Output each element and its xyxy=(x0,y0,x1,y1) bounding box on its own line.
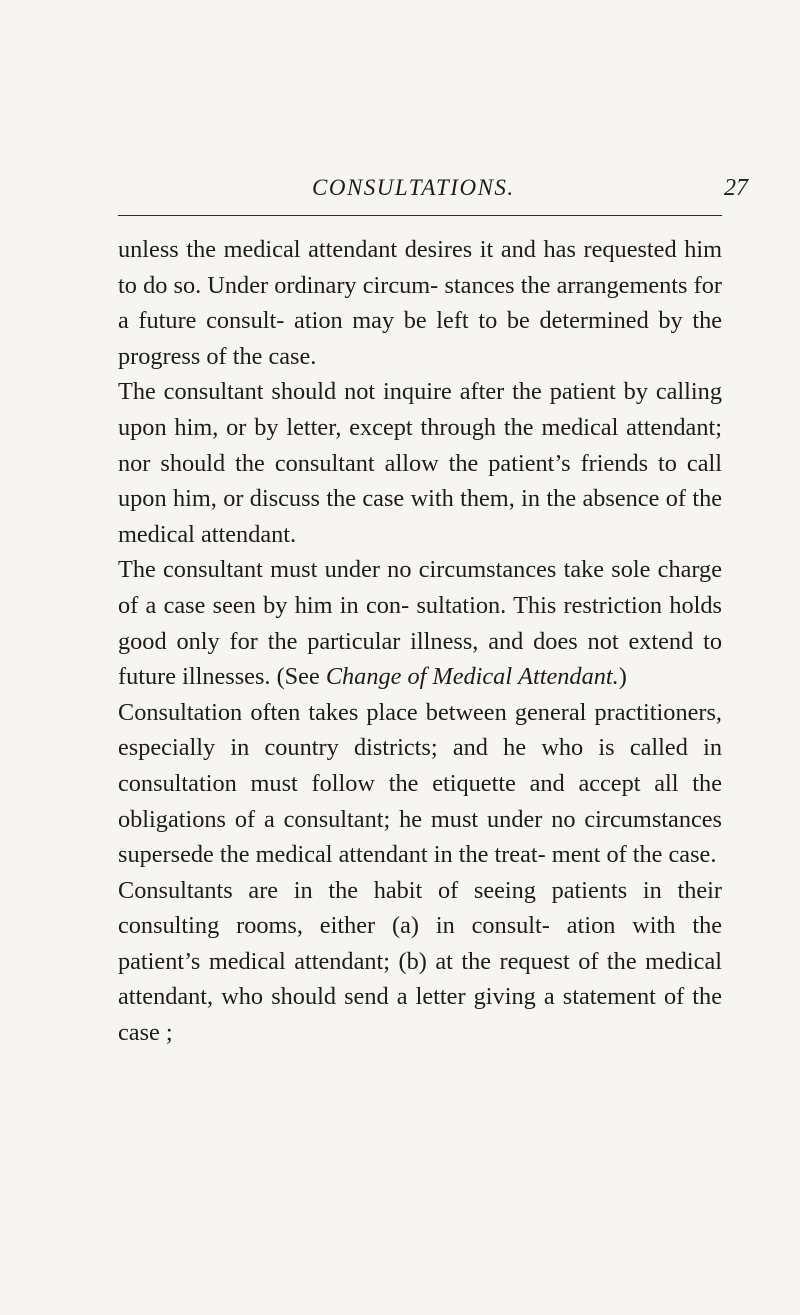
text-line: the particular illness, and does not extend to xyxy=(267,627,722,655)
text-line: and he who is called in consultation must follow xyxy=(118,734,722,797)
text-line: Consultation often takes place between general xyxy=(118,698,587,726)
text-line: ation with the patient’s medical attendant; xyxy=(118,912,723,975)
text-line: ation may be left to be determined by the progress xyxy=(118,307,723,370)
paragraph-5 xyxy=(118,873,722,1051)
closing-paren: ) xyxy=(618,663,627,691)
paragraph-3 xyxy=(118,552,722,694)
text-line: take sole charge of a case seen by him in con- xyxy=(118,556,722,619)
text-line: call upon him, or discuss the case with them, xyxy=(118,449,722,513)
text-line: the etiquette and accept all the obligations of xyxy=(118,769,722,833)
text-line: practitioners, especially in country districts; xyxy=(118,698,723,762)
body-text xyxy=(118,232,722,1051)
text-line: Consultants are in the habit of seeing patients xyxy=(118,876,628,904)
text-line: The consultant should not inquire after the xyxy=(118,378,542,406)
cross-reference-continued: Attendant. xyxy=(518,663,619,691)
text-line: unless the medical attendant desires it and has xyxy=(118,236,576,263)
text-line: in the absence of the medical attendant. xyxy=(118,485,722,548)
text-line: through the medical attendant; nor should xyxy=(118,413,722,477)
text-line: stances the arrangements for a future consult- xyxy=(118,271,722,335)
text-line: should send a letter giving a statement of the case ; xyxy=(118,983,722,1047)
text-line: The consultant must under no circumstances xyxy=(118,556,557,584)
text-line: supersede the medical attendant in the treat- xyxy=(118,841,546,869)
paragraph-1 xyxy=(118,232,722,374)
page-number: 27 xyxy=(724,175,748,201)
text-line: ment of the case. xyxy=(551,841,717,869)
text-line: sultation. This restriction holds good only for xyxy=(118,591,722,655)
text-line: a consultant; he must under no circumstances xyxy=(263,805,722,833)
text-line: future illnesses. (See xyxy=(118,663,326,691)
paragraph-2 xyxy=(118,374,722,552)
cross-reference: Change of Medical xyxy=(325,663,513,691)
text-line: of the case. xyxy=(206,342,317,370)
running-head xyxy=(118,175,748,216)
paragraph-4 xyxy=(118,695,722,873)
text-line: in their consulting rooms, either (a) in consult- xyxy=(118,876,722,940)
text-line: the consultant allow the patient’s friends to xyxy=(235,449,677,477)
text-line: requested him to do so. Under ordinary circum- xyxy=(118,236,722,299)
text-line: patient by calling upon him, or by letter, except xyxy=(118,378,722,441)
text-line: (b) at the request of the medical attendant, who xyxy=(118,947,723,1011)
running-title: CONSULTATIONS. xyxy=(312,175,515,200)
